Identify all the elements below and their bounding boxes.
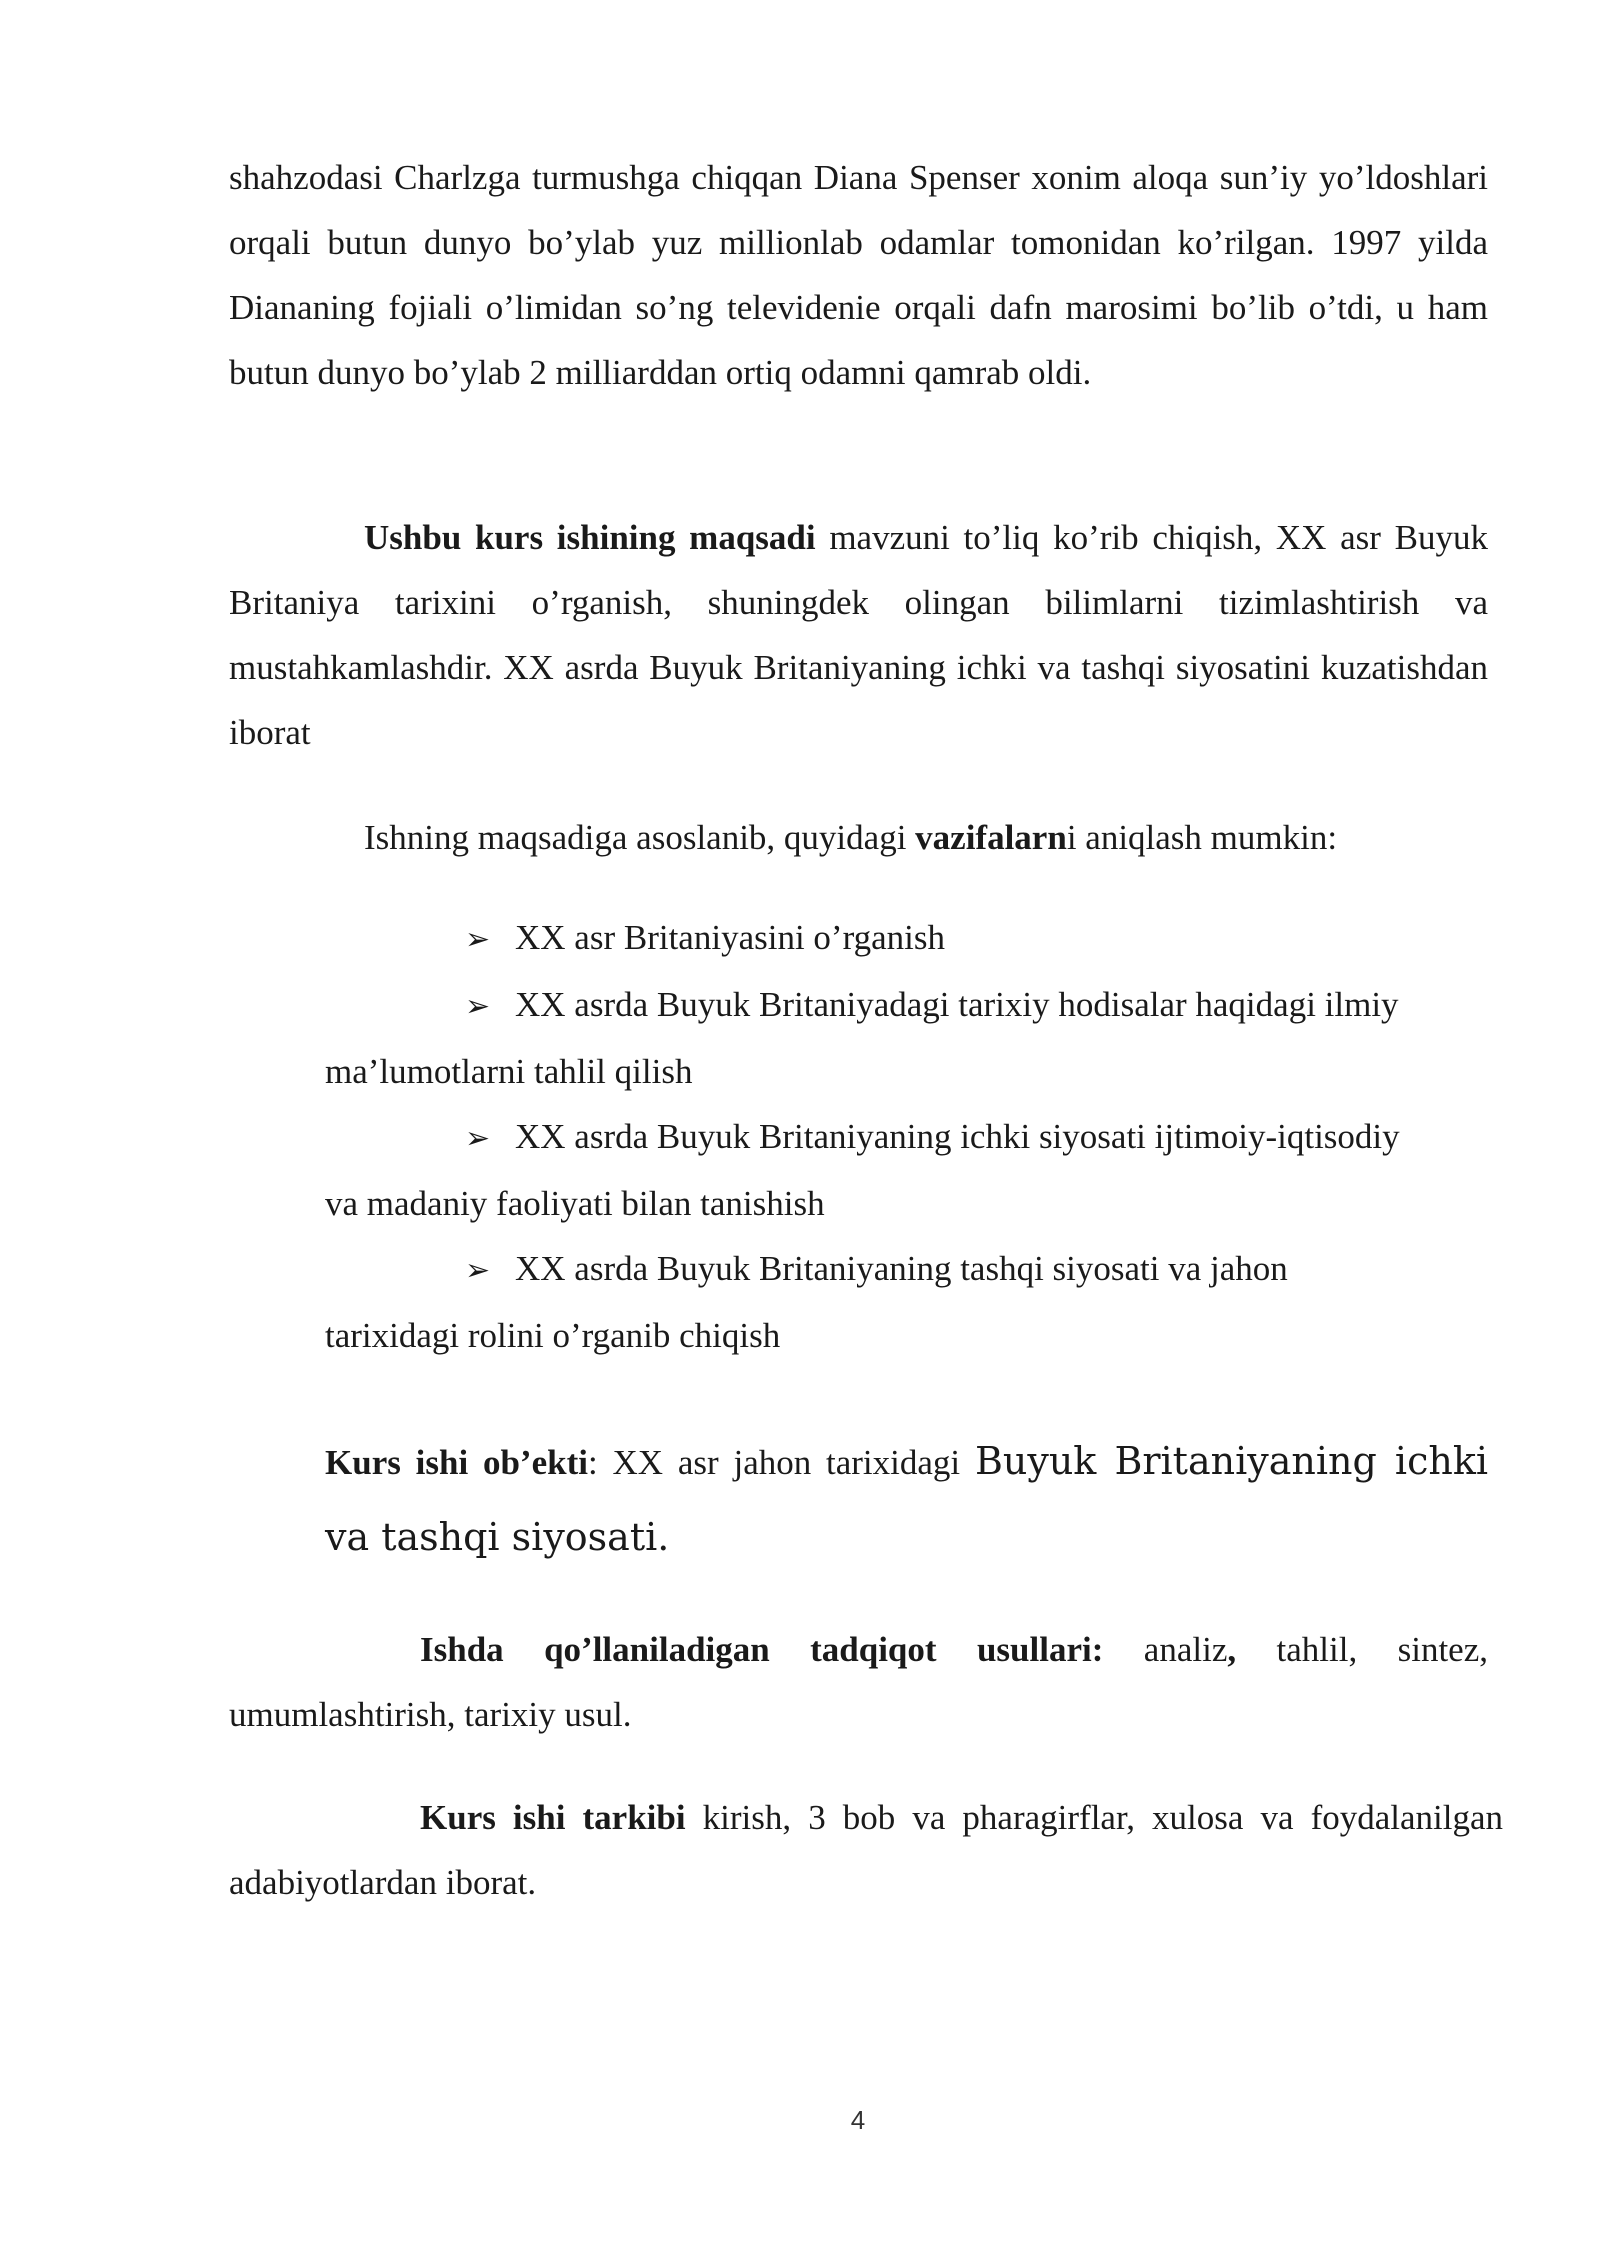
structure-text: kirish, 3 bob va pharagirflar, xulosa va foydalanilgan adabiyotlardan iborat. bbox=[229, 1798, 1503, 1902]
task-item bbox=[325, 1236, 1488, 1368]
task-item bbox=[325, 972, 1488, 1104]
tasks-intro-before: Ishning maqsadiga asoslanib, quyidagi bbox=[364, 818, 916, 857]
tasks-list bbox=[325, 905, 1488, 1368]
object-label: Kurs ishi ob’ekti bbox=[325, 1443, 588, 1482]
task-text: XX asrda Buyuk Britaniyaning tashqi siyosati va jahon bbox=[515, 1249, 1288, 1288]
tasks-intro-after: i aniqlash mumkin: bbox=[1066, 818, 1338, 857]
task-text-continued: ma’lumotlarni tahlil qilish bbox=[325, 1052, 693, 1091]
task-text: XX asrda Buyuk Britaniyadagi tarixiy hodisalar haqidagi ilmiy bbox=[515, 985, 1399, 1024]
tasks-intro-bold: vazifalarn bbox=[915, 818, 1067, 857]
methods-text-2: tahlil, sintez, umumlashtirish, tarixiy usul. bbox=[229, 1630, 1488, 1734]
object-big-text: Buyuk Britaniyaning ichki va tashqi siyosati. bbox=[325, 1439, 1489, 1559]
object-paragraph bbox=[325, 1424, 1488, 1576]
structure-paragraph bbox=[229, 1785, 1503, 1915]
goal-label: Ushbu kurs ishining maqsadi bbox=[364, 518, 816, 557]
arrow-bullet-icon: ➢ bbox=[465, 923, 491, 956]
arrow-bullet-icon: ➢ bbox=[465, 1122, 491, 1155]
task-text-continued: tarixidagi rolini o’rganib chiqish bbox=[325, 1316, 781, 1355]
goal-paragraph bbox=[229, 505, 1488, 765]
methods-text-1: analiz bbox=[1103, 1630, 1228, 1669]
arrow-bullet-icon: ➢ bbox=[465, 1254, 491, 1287]
task-text-continued: va madaniy faoliyati bilan tanishish bbox=[325, 1184, 825, 1223]
task-text: XX asrda Buyuk Britaniyaning ichki siyosati ijtimoiy-iqtisodiy bbox=[515, 1117, 1400, 1156]
arrow-bullet-icon: ➢ bbox=[465, 990, 491, 1023]
task-item bbox=[325, 905, 1488, 972]
object-small-text: XX asr jahon tarixidagi bbox=[612, 1443, 975, 1482]
methods-label: Ishda qo’llaniladigan tadqiqot usullari: bbox=[420, 1630, 1104, 1669]
tasks-intro bbox=[229, 805, 1488, 870]
task-item bbox=[325, 1104, 1488, 1236]
structure-label: Kurs ishi tarkibi bbox=[420, 1798, 686, 1837]
goal-text: mavzuni to’liq ko’rib chiqish, XX asr Buyuk Britaniya tarixini o’rganish, shuningdek olingan bilimlarni tizimlashtirish va mustahkamlashdir. XX asrda Buyuk Britaniyaning ichki va tashqi siyosatini kuzatishdan iborat bbox=[229, 518, 1488, 752]
methods-paragraph bbox=[229, 1617, 1488, 1747]
methods-comma: , bbox=[1227, 1630, 1237, 1669]
page-number: 4 bbox=[850, 2105, 866, 2135]
intro-paragraph: shahzodasi Charlzga turmushga chiqqan Diana Spenser xonim aloqa sun’iy yo’ldoshlari orqali butun dunyo bo’ylab yuz millionlab odamlar tomonidan ko’rilgan. 1997 yilda Diananing fojiali o’limidan so’ng televidenie orqali dafn marosimi bo’lib o’tdi, u ham butun dunyo bo’ylab 2 milliarddan ortiq odamni qamrab oldi. bbox=[229, 158, 1488, 392]
task-text: XX asr Britaniyasini o’rganish bbox=[515, 918, 945, 957]
object-colon: : bbox=[587, 1443, 613, 1482]
